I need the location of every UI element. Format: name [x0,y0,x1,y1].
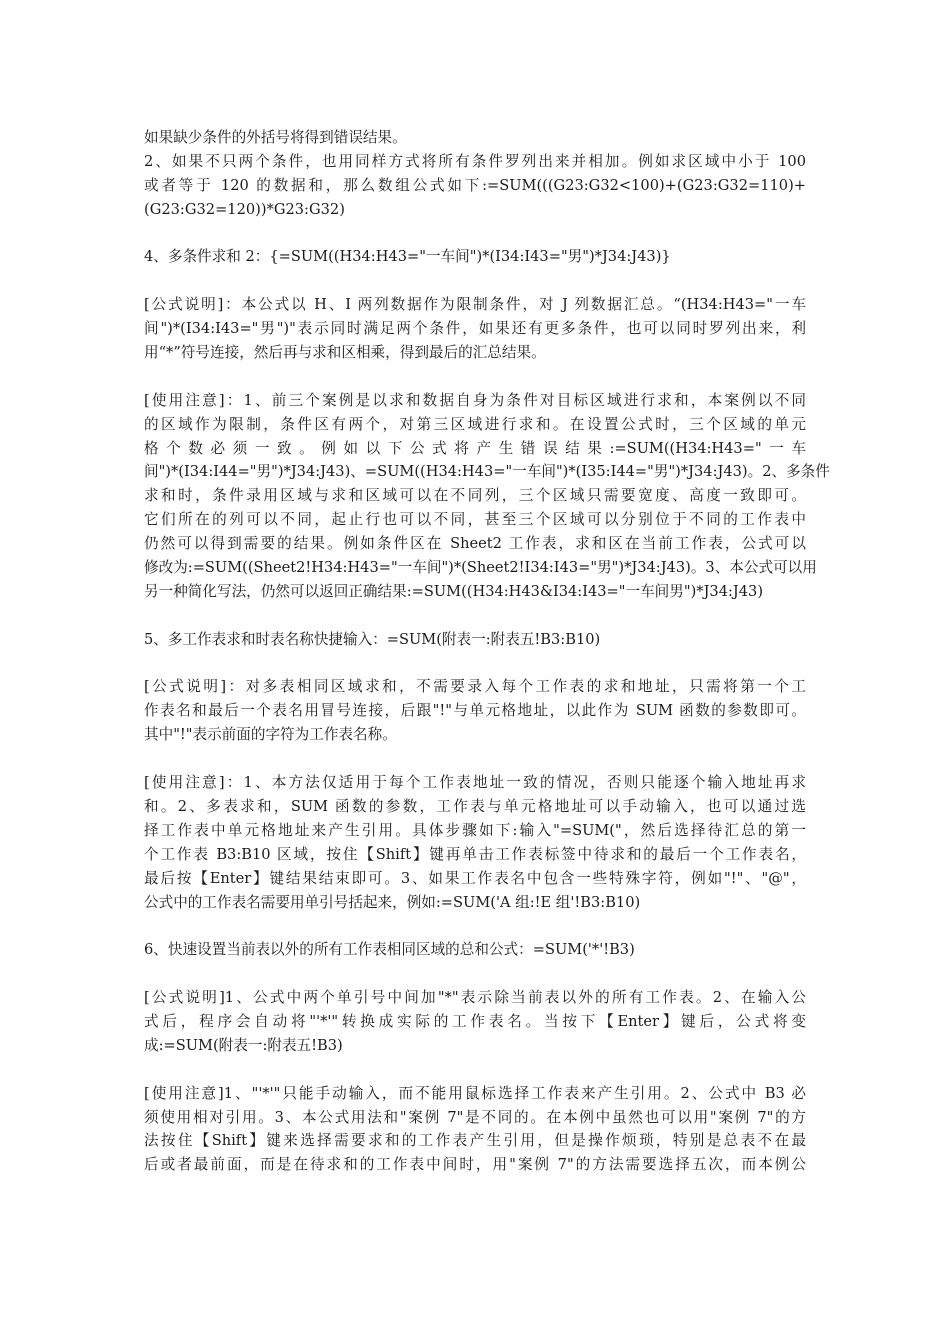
paragraph-gap [144,269,806,293]
text-line: (G23:G32=120))*G23:G32) [144,200,345,218]
text-line: 法按住【Shift】键来选择需要求和的工作表产生引用，但是操作烦琐，特别是总表不在最 [144,1132,806,1150]
text-line: 和。2、多表求和，SUM 函数的参数，工作表与单元格地址可以手动输入，也可以通过选 [144,797,806,815]
text-line: 后或者最前面，而是在待求和的工作表中间时，用"案例 7"的方法需要选择五次，而本例公 [144,1156,806,1174]
text-line: 修改为:=SUM((Sheet2!H34:H43="一车间")*(Sheet2!I34:I43="男")*J34:J43)。3、本公式可以用 [144,559,817,577]
paragraph-gap [144,365,806,389]
text-line: [使用注意]1、"'*'"只能手动输入，而不能用鼠标选择工作表来产生引用。2、公式中 B3 必 [144,1084,806,1102]
paragraph-gap [144,604,806,628]
text-line: 个工作表 B3:B10 区域，按住【Shift】键再单击工作表标签中待求和的最后一个工作表名， [144,845,806,863]
text-line: 4、多条件求和 2：{=SUM((H34:H43="一车间")*(I34:I43="男")*J34:J43)} [144,248,671,266]
text-line: [使用注意]：1、本方法仅适用于每个工作表地址一致的情况，否则只能逐个输入地址再求 [144,774,806,792]
text-line: 或者等于 120 的数据和，那么数组公式如下:=SUM(((G23:G32<100)+(G23:G32=110)+ [144,176,806,194]
text-line: 式后，程序会自动将"'*'"转换成实际的工作表名。当按下【Enter】键后，公式将变 [144,1012,806,1030]
text-line: 2、如果不只两个条件，也用同样方式将所有条件罗列出来并相加。例如求区域中小于 100 [144,152,806,170]
text-line: 如果缺少条件的外括号将得到错误结果。 [144,129,407,146]
text-line: 其中"!"表示前面的字符为工作表名称。 [144,726,397,744]
text-line: 它们所在的列可以不同，起止行也可以不同，甚至三个区域可以分别位于不同的工作表中 [144,511,806,529]
text-line: 仍然可以得到需要的结果。例如条件区在 Sheet2 工作表，求和区在当前工作表，公式可以 [144,535,806,553]
text-line: 另一种简化写法，仍然可以返回正确结果:=SUM((H34:H43&I34:I43="一车间男")*J34:J43) [144,582,764,600]
text-line: 5、多工作表求和时表名称快捷输入：=SUM(附表一:附表五!B3:B10) [144,630,601,648]
text-line: 择工作表中单元格地址来产生引用。具体步骤如下:输入"=SUM("，然后选择待汇总的第一 [144,821,806,839]
body-text [144,126,830,1177]
text-line: 成:=SUM(附表一:附表五!B3) [144,1036,343,1054]
text-line: [公式说明]：本公式以 H、I 两列数据作为限制条件，对 J 列数据汇总。“(H34:H43="一车 [144,296,806,314]
paragraph-gap [144,652,806,676]
text-line: 最后按【Enter】键结果结束即可。3、如果工作表名中包含一些特殊字符，例如"!"、"@"， [144,869,806,887]
text-line: 用“*”符号连接，然后再与求和区相乘，得到最后的汇总结果。 [144,344,546,362]
text-line: 公式中的工作表名需要用单引号括起来，例如:=SUM('A 组:!E 组'!B3:B10) [144,893,641,911]
paragraph-gap [144,962,806,986]
paragraph-gap [144,222,806,246]
paragraph-gap [144,747,806,771]
text-line: 格个数必须一致。例如以下公式将产生错误结果:=SUM((H34:H43="一车 [144,439,806,457]
paragraph-gap [144,1058,806,1082]
text-line: [公式说明]1、公式中两个单引号中间加"*"表示除当前表以外的所有工作表。2、在输入公 [144,989,806,1007]
text-line: 作表名和最后一个表名用冒号连接，后跟"!"与单元格地址，以此作为 SUM 函数的参数即可。 [144,702,806,720]
text-line: 间")*(I34:I43="男")"表示同时满足两个条件，如果还有更多条件，也可以同时罗列出来，利 [144,320,806,338]
text-line: 6、快速设置当前表以外的所有工作表相同区域的总和公式：=SUM('*'!B3) [144,941,635,959]
text-line: 间")*(I34:I44="男")*J34:J43)、=SUM((H34:H43="一车间")*(I35:I44="男")*J34:J43)。2、多条件 [144,463,830,481]
text-line: 求和时，条件录用区域与求和区域可以在不同列，三个区域只需要宽度、高度一致即可。 [144,487,806,505]
text-line: [公式说明]：对多表相同区域求和，不需要录入每个工作表的求和地址，只需将第一个工 [144,678,806,696]
text-line: 的区域作为限制，条件区有两个，对第三区域进行求和。在设置公式时，三个区域的单元 [144,415,806,433]
paragraph-gap [144,914,806,938]
text-line: 须使用相对引用。3、本公式用法和"案例 7"是不同的。在本例中虽然也可以用"案例 7"的方 [144,1108,806,1126]
text-line: [使用注意]：1、前三个案例是以求和数据自身为条件对目标区域进行求和，本案例以不同 [144,391,806,409]
